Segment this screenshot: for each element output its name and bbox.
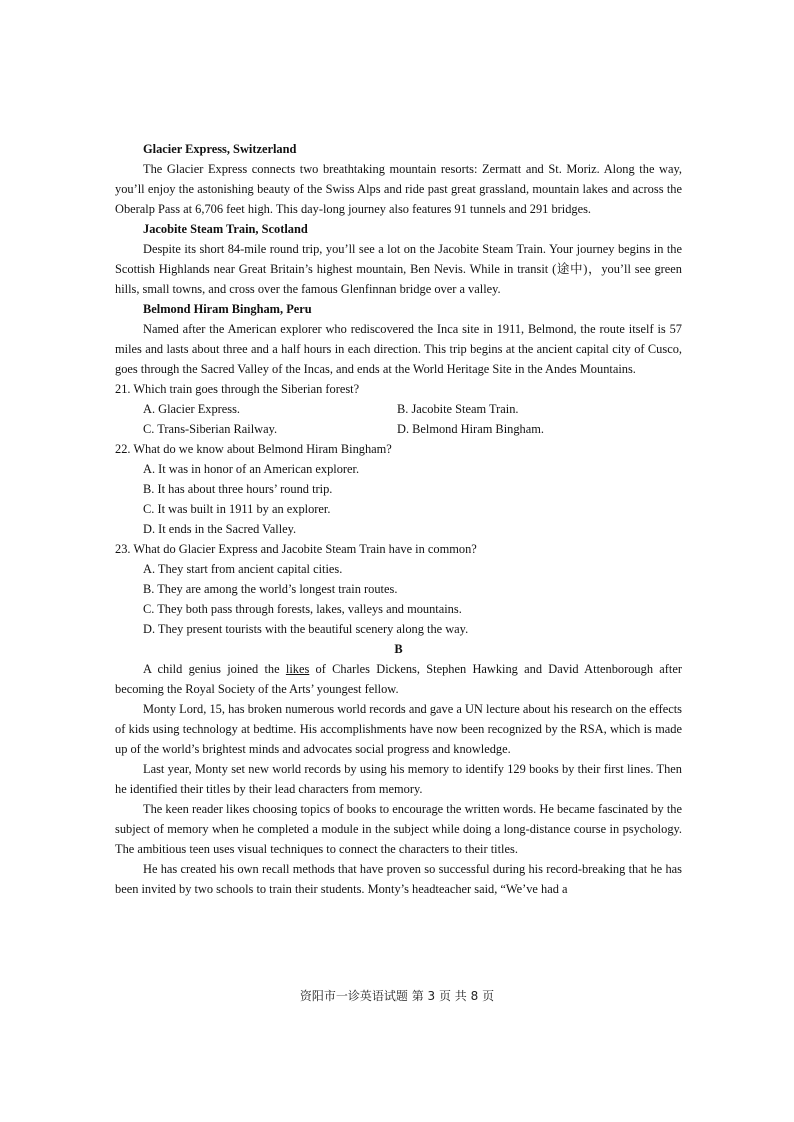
p1-text-after: of Charles Dickens, Stephen Hawking and David Attenborough after becoming the Royal Society of the Arts’ youngest fellow. bbox=[115, 662, 682, 696]
section-title-belmond: Belmond Hiram Bingham, Peru bbox=[143, 302, 312, 316]
paragraph-belmond: Named after the American explorer who rediscovered the Inca site in 1911, Belmond, the route itself is 57 miles and lasts about three and a half hours in each direction. This trip begins at the ancient capital city of Cusco, goes through the Sacred Valley of the Incas, and ends at the World Heritage Site in the Andes Mountains. bbox=[115, 322, 682, 376]
q23-option-a: A. They start from ancient capital cities. bbox=[143, 562, 343, 576]
section-title-glacier: Glacier Express, Switzerland bbox=[143, 142, 297, 156]
q22-option-a: A. It was in honor of an American explorer. bbox=[143, 462, 360, 476]
p1-text-before: A child genius joined the bbox=[143, 662, 286, 676]
q22-option-d: D. It ends in the Sacred Valley. bbox=[143, 522, 297, 536]
paragraph-glacier: The Glacier Express connects two breathtaking mountain resorts: Zermatt and St. Moriz. Along the way, you’ll enjoy the astonishing beauty of the Swiss Alps and ride past great grassland, mountain lakes and across the Oberalp Pass at 6,706 feet high. This day-long journey also features 91 tunnels and 291 bridges. bbox=[115, 162, 682, 216]
q21-option-b: B. Jacobite Steam Train. bbox=[397, 402, 519, 416]
paragraph-jacobite: Despite its short 84-mile round trip, you’ll see a lot on the Jacobite Steam Train. Your journey begins in the Scottish Highlands near Great Britain’s highest mountain, Ben Nevis. While in transit (途中)，you’ll see green hills, small towns, and cross over the famous Glenfinnan bridge over a valley. bbox=[115, 242, 682, 296]
question-21: 21. Which train goes through the Siberian forest? bbox=[115, 382, 360, 396]
paragraph-b-5: He has created his own recall methods that have proven so successful during his record-breaking that he has been invited by two schools to train their students. Monty’s headteacher said, “We’ve had a bbox=[115, 862, 682, 896]
question-21-options-row-2 bbox=[115, 419, 682, 439]
underlined-word-likes: likes bbox=[285, 662, 310, 676]
q21-option-c: C. Trans-Siberian Railway. bbox=[143, 422, 278, 436]
question-23: 23. What do Glacier Express and Jacobite Steam Train have in common? bbox=[115, 542, 477, 556]
section-title-jacobite: Jacobite Steam Train, Scotland bbox=[143, 222, 308, 236]
q23-option-c: C. They both pass through forests, lakes, valleys and mountains. bbox=[143, 602, 462, 616]
paragraph-b-1 bbox=[115, 659, 682, 699]
q22-option-b: B. It has about three hours’ round trip. bbox=[143, 482, 333, 496]
q23-option-d: D. They present tourists with the beautiful scenery along the way. bbox=[143, 622, 469, 636]
paragraph-b-3: Last year, Monty set new world records by using his memory to identify 129 books by their first lines. Then he identified their titles by their lead characters from memory. bbox=[115, 762, 682, 796]
page-footer: 资阳市一诊英语试题 第 3 页 共 8 页 bbox=[299, 989, 495, 1003]
q21-option-d: D. Belmond Hiram Bingham. bbox=[397, 422, 544, 436]
section-b-heading: B bbox=[394, 642, 403, 656]
page-content bbox=[115, 139, 682, 899]
q22-option-c: C. It was built in 1911 by an explorer. bbox=[143, 502, 331, 516]
paragraph-b-2: Monty Lord, 15, has broken numerous world records and gave a UN lecture about his research on the effects of kids using technology at bedtime. His accomplishments have now been recognized by the RSA, which is made up of the world’s brightest minds and advocates social progress and knowledge. bbox=[115, 702, 682, 756]
paragraph-b-4: The keen reader likes choosing topics of books to encourage the written words. He became fascinated by the subject of memory when he completed a module in the subject while doing a long-distance course in psychology. The ambitious teen uses visual techniques to connect the characters to their titles. bbox=[115, 802, 682, 856]
question-21-options-row-1 bbox=[115, 399, 682, 419]
q21-option-a: A. Glacier Express. bbox=[143, 402, 241, 416]
q23-option-b: B. They are among the world’s longest train routes. bbox=[143, 582, 398, 596]
question-22: 22. What do we know about Belmond Hiram Bingham? bbox=[115, 442, 392, 456]
